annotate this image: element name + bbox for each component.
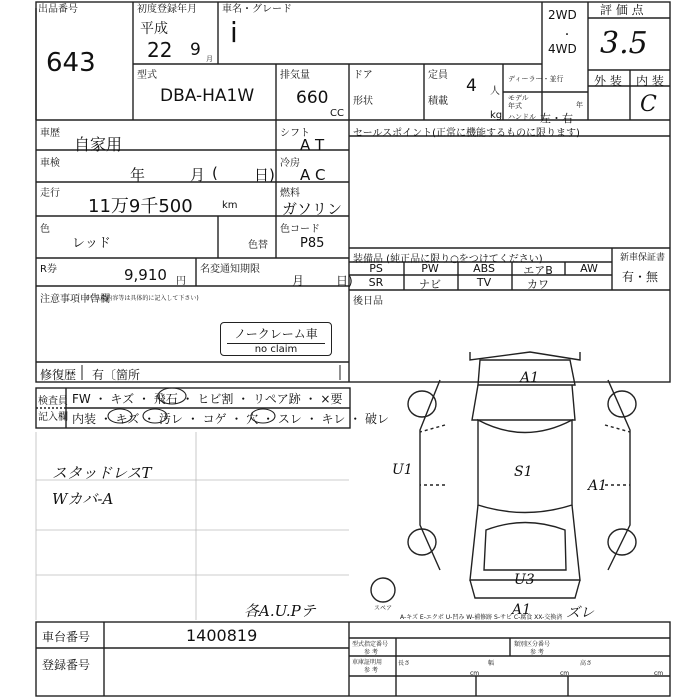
capacity: 4 — [466, 76, 477, 96]
mark-rear-u3: U3 — [514, 572, 535, 588]
interior-grade: C — [640, 92, 657, 117]
spare-label: スペア — [374, 605, 393, 612]
body-shape-label: 形状 — [353, 96, 373, 107]
drive-2wd: 2WD — [548, 8, 577, 22]
reference-label-1: 参 考 — [364, 649, 378, 656]
category-number-label: 類別区分番号 — [514, 641, 551, 648]
inspection-day-unit: 日) — [254, 166, 275, 184]
equipment-pw: PW — [421, 262, 439, 275]
color-code: P85 — [300, 236, 325, 251]
car-name-label: 車名・グレード — [222, 4, 292, 15]
mark-right-a1: A1 — [588, 478, 608, 494]
mileage: 11万9千500 — [88, 196, 193, 217]
recycle-fee: 9,910 — [124, 266, 167, 284]
month-unit: 月 — [206, 55, 213, 63]
capacity-label: 定員 — [428, 70, 448, 81]
notes-label: 注意事項申告欄 — [40, 294, 110, 305]
mileage-label: 走行 — [40, 188, 60, 199]
tax-notice-label: 名変通知期限 — [200, 264, 260, 275]
mark-roof-s1: S1 — [514, 464, 533, 480]
repair-history-label: 修復歴 — [40, 368, 77, 382]
tax-day-unit: 日) — [336, 274, 353, 288]
aftermarket-label: 後日品 — [353, 296, 383, 307]
equipment-tv: TV — [476, 276, 492, 289]
lot-number: 643 — [46, 48, 96, 78]
overall-score: 3.5 — [600, 26, 648, 61]
width-label: 幅 — [488, 660, 495, 667]
color-label: 色 — [40, 224, 50, 235]
height-label: 高さ — [580, 660, 593, 667]
steering-value: 左・右 — [540, 112, 573, 125]
first-registration-label: 初度登録年月 — [137, 4, 197, 15]
vehicle-cert-label: 車庫証明用 — [352, 659, 383, 666]
exterior-codes: FW ・ キズ ・ 飛石 ・ ヒビ割 ・ リペア跡 ・ ×要 — [72, 392, 343, 406]
exterior-label: 外 装 — [594, 74, 622, 88]
sales-points-label: セールスポイント(正常に機能するものに限ります) — [353, 128, 580, 139]
type-designation-label: 型式指定番号 — [352, 641, 389, 648]
warranty-value: 有・無 — [622, 270, 659, 284]
recycle-label: R券 — [40, 264, 57, 275]
equipment-sr: SR — [368, 276, 384, 289]
drive-separator: ・ — [562, 30, 572, 41]
height-unit: cm — [654, 670, 664, 677]
drive-4wd: 4WD — [548, 42, 577, 56]
chassis-number: 1400819 — [186, 626, 258, 645]
equipment-ps: PS — [369, 262, 383, 275]
mark-left-u1: U1 — [392, 462, 413, 478]
registration-number-label: 登録番号 — [42, 658, 91, 672]
note-studless: スタッドレスT — [52, 464, 152, 482]
color-code-label: 色コード — [280, 224, 320, 235]
dealer-import-label: ディーラー・並行 — [508, 75, 564, 83]
lot-number-label: 出品番号 — [38, 4, 78, 15]
load-label: 積載 — [428, 96, 448, 107]
recycle-unit: 円 — [176, 276, 186, 287]
equipment-abs: ABS — [473, 262, 495, 275]
registration-year: 22 — [147, 38, 173, 62]
interior-codes: 内装 ・ キズ ・ 汚レ ・ コゲ ・ 穴 ・ スレ ・ キレ ・ 破レ — [72, 412, 390, 426]
mark-bumper-s: ズレ — [566, 605, 594, 621]
ac-label: 冷房 — [280, 158, 300, 169]
length-label: 長さ — [398, 660, 411, 667]
reference-label-3: 参 考 — [364, 667, 378, 674]
model-type: DBA-HA1W — [160, 86, 255, 106]
mileage-unit: km — [222, 200, 238, 211]
equipment-airbag: エアB — [523, 264, 553, 277]
ac: A C — [300, 166, 326, 184]
reference-label-2: 参 考 — [530, 649, 544, 656]
width-unit: cm — [560, 670, 570, 677]
equipment-navi: ナビ — [419, 278, 441, 291]
chassis-number-label: 車台番号 — [42, 630, 91, 644]
transmission-label: シフト — [280, 128, 310, 139]
no-claim-en: no claim — [227, 343, 325, 355]
load-unit: kg — [490, 110, 503, 121]
capacity-unit: 人 — [490, 86, 500, 97]
displacement-label: 排気量 — [280, 70, 310, 81]
interior-label: 内 装 — [636, 74, 664, 88]
usage: 自家用 — [74, 135, 123, 154]
equipment-aw: AW — [580, 262, 598, 275]
model-year-label-2: 年式 — [508, 102, 522, 110]
displacement-unit: CC — [330, 108, 344, 119]
color: レッド — [72, 236, 111, 251]
doors-label: ドア — [353, 70, 373, 81]
transmission: A T — [300, 136, 325, 154]
era-name: 平成 — [140, 21, 168, 37]
inspection-open-paren: ( — [212, 164, 218, 182]
car-name: i — [230, 16, 238, 49]
inspection-month-unit: 月 — [190, 166, 206, 184]
steering-label: ハンドル — [508, 113, 536, 121]
repair-history-value: 有〔箇所 — [92, 368, 141, 382]
equipment-leather: カワ — [527, 278, 549, 291]
length-unit: cm — [470, 670, 480, 677]
displacement: 660 — [296, 88, 329, 108]
no-claim-stamp — [220, 322, 332, 356]
fuel: ガソリン — [282, 200, 343, 218]
color-change-label: 色替 — [248, 240, 268, 251]
mark-bumper-a1: A1 — [512, 602, 532, 618]
fuel-label: 燃料 — [280, 188, 300, 199]
legend-codes: A-キズ E-エクボ U-凹み W-補修跡 S-サビ C-腐食 XX-交換済 — [400, 614, 563, 621]
notes-hint: (不具合内容等は具体的に記入して下さい) — [86, 295, 199, 302]
note-cover: Wカバ-A — [52, 490, 114, 508]
registration-month: 9 — [190, 40, 201, 60]
model-type-label: 型式 — [137, 70, 157, 81]
equipment-label: 装備品 (純正品に限り○をつけてください) — [353, 254, 543, 265]
no-claim-jp: ノークレーム車 — [234, 327, 318, 341]
entry-label: 記入欄 — [38, 412, 68, 423]
note-apte: 各A.U.Pテ — [244, 602, 316, 620]
usage-label: 車歴 — [40, 128, 60, 139]
inspector-label: 検査員 — [38, 396, 68, 407]
warranty-label: 新車保証書 — [620, 253, 666, 263]
model-year-label: モデル — [508, 94, 529, 102]
year-unit: 年 — [576, 101, 583, 109]
inspection-label: 車検 — [40, 158, 60, 169]
score-label: 評 価 点 — [600, 3, 644, 17]
inspection-year-unit: 年 — [130, 166, 146, 184]
tax-month-unit: 月 — [292, 274, 305, 288]
mark-front-a1: A1 — [520, 370, 540, 386]
